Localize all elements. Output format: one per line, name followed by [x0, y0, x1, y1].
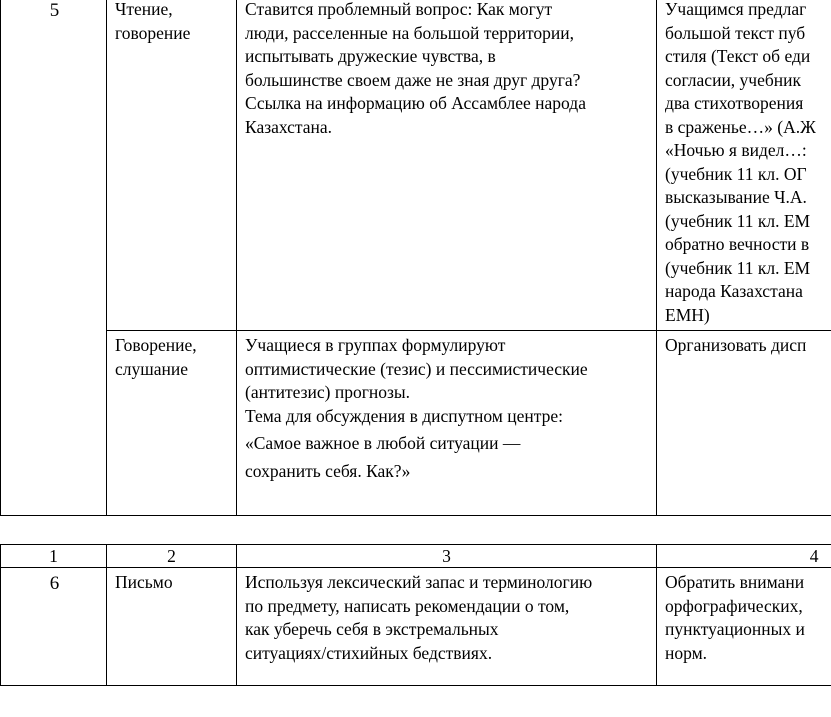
column-number-header: 3: [237, 545, 657, 568]
description-cell: [237, 568, 657, 686]
cell-line: согласии, учебник: [665, 69, 802, 90]
cell-line: Говорение,: [115, 335, 197, 355]
cell-line: говорение: [115, 22, 191, 43]
table-row: [1, 568, 831, 686]
cell-line: Обратить внимани: [665, 572, 805, 592]
cell-line: Ставится проблемный вопрос: Как могут: [245, 0, 553, 19]
cell-line: народа Казахстана: [665, 281, 803, 301]
table-row: [1, 0, 831, 331]
column-number-header: 4: [657, 545, 831, 568]
cell-line: ЕМН): [665, 304, 710, 325]
cell-line: оптимистические (тезис) и пессимистические: [245, 358, 588, 379]
cell-line: норм.: [665, 642, 708, 663]
cell-line: высказывание Ч.А.: [665, 187, 807, 207]
cell-line: Тема для обсуждения в диспутном центре:: [245, 405, 563, 426]
cell-line: «Самое важное в любой ситуации —: [245, 433, 521, 453]
cell-line: два стихотворения: [665, 93, 804, 113]
header-row: [1, 545, 831, 568]
cell-line: Письмо: [115, 572, 173, 592]
table-row: [1, 331, 831, 516]
cell-line: большой текст пуб: [665, 22, 806, 43]
cell-line: люди, расселенные на большой территории,: [245, 22, 575, 43]
description-cell: [237, 331, 657, 516]
cell-line: пунктуационных и: [665, 619, 805, 639]
activity-type-cell: [107, 331, 237, 516]
cell-line: Учащиеся в группах формулируют: [245, 335, 506, 355]
cell-line: в сраженье…» (А.Ж: [665, 116, 816, 137]
row-number: 5: [49, 0, 60, 21]
description-cell: [237, 0, 657, 331]
cell-line: Казахстана.: [245, 116, 333, 137]
cell-line: Ссылка на информацию об Ассамблее народа: [245, 93, 586, 113]
row-number-cell: [1, 0, 107, 516]
cell-line: слушание: [115, 358, 188, 379]
cell-line: орфографических,: [665, 595, 803, 616]
resources-cell: [657, 331, 831, 516]
cell-line: (учебник 11 кл. ЕМ: [665, 210, 811, 231]
cell-line: (учебник 11 кл. ЕМ: [665, 257, 811, 278]
activity-type-cell: [107, 568, 237, 686]
column-number-header: 1: [1, 545, 107, 568]
cell-line: большинстве своем даже не зная друг друга?: [245, 69, 581, 90]
activity-type-cell: [107, 0, 237, 331]
resources-cell: [657, 0, 831, 331]
row-number-cell: [1, 568, 107, 686]
lesson-plan-table-bottom: [0, 544, 831, 686]
cell-line: обратно вечности в: [665, 234, 810, 254]
cell-line: по предмету, написать рекомендации о том,: [245, 595, 570, 616]
row-number: 6: [49, 573, 60, 594]
cell-line: (антитезис) прогнозы.: [245, 382, 411, 402]
cell-line: ситуациях/стихийных бедствиях.: [245, 642, 493, 663]
cell-line: Используя лексический запас и терминологию: [245, 572, 593, 592]
cell-line: испытывать дружеские чувства, в: [245, 46, 496, 66]
cell-line: Чтение,: [115, 0, 173, 19]
cell-line: Учащимся предлаг: [665, 0, 807, 19]
cell-line: (учебник 11 кл. ОГ: [665, 163, 807, 184]
cell-line: сохранить себя. Как?»: [245, 460, 411, 481]
cell-line: «Ночью я видел…:: [665, 140, 807, 160]
column-number-header: 2: [107, 545, 237, 568]
cell-line: Организовать дисп: [665, 335, 807, 355]
cell-line: стиля (Текст об еди: [665, 46, 811, 66]
cell-line: как уберечь себя в экстремальных: [245, 619, 499, 639]
resources-cell: [657, 568, 831, 686]
